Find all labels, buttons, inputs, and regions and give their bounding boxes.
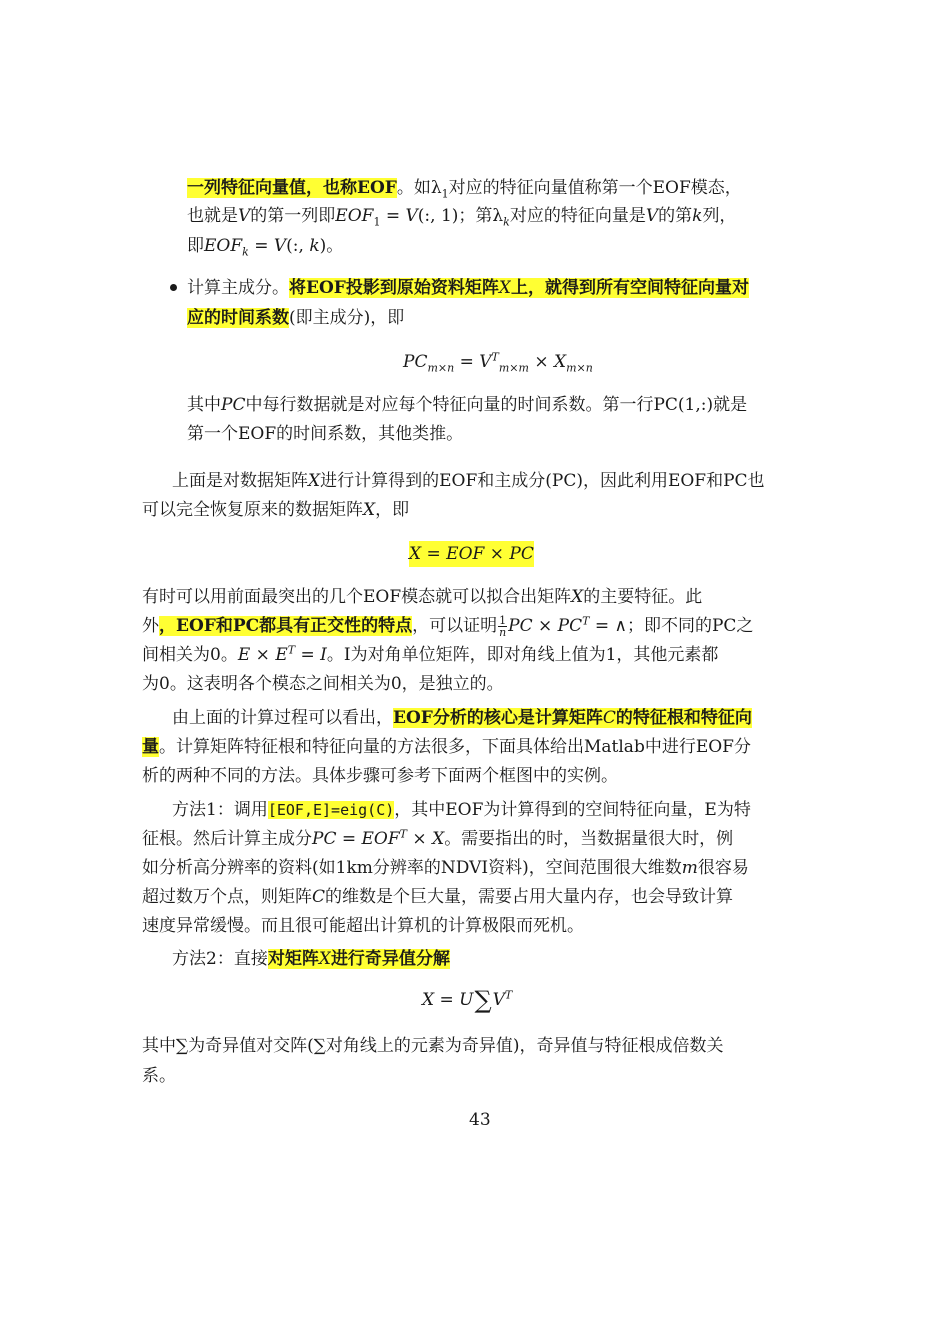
text-run: PC (557, 616, 583, 636)
highlighted-text: C (602, 708, 616, 728)
text-run: m×m (498, 361, 529, 375)
text-run: m×n (566, 361, 593, 375)
highlighted-text: EOF分析的核心是计算矩阵 (393, 708, 603, 728)
text-run: 1 (441, 187, 449, 201)
text-run: (即主成分)，即 (289, 308, 405, 328)
text-run: E (237, 645, 251, 665)
highlighted-text: 对矩阵 (267, 949, 319, 969)
text-run: 析的两种不同的方法。具体步骤可参考下面两个框图中的实例。 (142, 766, 618, 786)
text-run: X (363, 500, 376, 520)
text-run: T (504, 988, 513, 1002)
display-equation (422, 987, 512, 1013)
text-line (142, 585, 702, 609)
text-run: k (503, 215, 510, 229)
highlighted-text: [EOF,E]=eig(C) (267, 801, 395, 819)
text-line (187, 422, 463, 446)
text-run: EOF (446, 544, 485, 564)
text-run: = (421, 544, 447, 564)
text-line (142, 643, 718, 667)
bullet-icon (170, 284, 177, 291)
text-run: PC (509, 544, 534, 564)
text-run: )。 (319, 236, 344, 256)
text-line (142, 672, 504, 696)
text-line (172, 706, 752, 730)
text-run: 外 (142, 616, 159, 636)
text-run: 也就是 (187, 206, 238, 226)
text-run: 的主要特征。此 (583, 587, 703, 607)
text-run: V (405, 206, 418, 226)
text-run: 很容易 (697, 858, 749, 878)
page-number: 43 (469, 1110, 491, 1130)
text-line (142, 827, 733, 851)
text-run: 的维数是个巨大量，需要占用大量内存，也会导致计算 (325, 887, 734, 907)
text-run: V (273, 236, 287, 256)
text-run: V (492, 990, 505, 1010)
text-line (187, 204, 736, 228)
text-line (142, 1034, 724, 1058)
highlighted-text: X (318, 949, 331, 969)
text-line (187, 234, 343, 258)
text-run: 超过数万个点，则矩阵 (142, 887, 312, 907)
highlighted-text: 将EOF投影到原始资料矩阵 (289, 278, 499, 298)
text-run: PC (403, 352, 428, 372)
text-run: m×n (427, 361, 455, 375)
text-run: m (681, 858, 698, 878)
text-line (187, 306, 404, 330)
highlighted-text: 应的时间系数 (187, 308, 289, 328)
text-run: 有时可以用前面最突出的几个EOF模态就可以拟合出矩阵 (142, 587, 572, 607)
text-run: 。如λ (396, 178, 442, 198)
text-run: 即 (187, 236, 204, 256)
text-line (142, 614, 753, 638)
highlighted-text: 上，就得到所有空间特征向量对 (510, 278, 749, 298)
text-run: 其中 (187, 395, 221, 415)
text-run: × (484, 544, 510, 564)
text-run: 的第 (658, 206, 693, 226)
text-run: ∑ (474, 986, 492, 1014)
text-run: T (287, 643, 296, 657)
text-run: = (454, 352, 480, 372)
text-run: = (336, 829, 362, 849)
text-run: 由上面的计算过程可以看出， (172, 708, 393, 728)
text-run: × (528, 352, 555, 372)
text-run: V (238, 206, 251, 226)
text-run: X (432, 829, 445, 849)
text-run: × (532, 616, 558, 636)
text-line (172, 947, 450, 971)
text-run: EOF (361, 829, 400, 849)
text-run: 对应的特征向量是 (509, 206, 646, 226)
text-run: 中每行数据就是对应每个特征向量的时间系数。第一行PC(1,:)就是 (245, 395, 748, 415)
text-run: 对应的特征向量值称第一个EOF模态， (448, 178, 742, 198)
text-run: T (582, 614, 590, 628)
text-run: PC (508, 616, 533, 636)
text-line (187, 176, 742, 200)
text-line (142, 914, 584, 938)
text-run: X (409, 544, 422, 564)
text-run: 1 (373, 215, 381, 229)
text-run: ，即 (375, 500, 410, 520)
highlighted-text: 的特征根和特征向 (615, 708, 752, 728)
text-run: (:, (286, 236, 310, 256)
highlighted-text: ，EOF和PC都具有正交性的特点 (159, 616, 413, 636)
text-run: V (479, 352, 492, 372)
text-run: C (312, 887, 326, 907)
text-run: PC (221, 395, 246, 415)
text-run: k (242, 245, 249, 259)
text-run: 其中∑为奇异值对交阵(∑对角线上的元素为奇异值)，奇异值与特征根成倍数关 (142, 1036, 724, 1056)
highlighted-text: 量 (142, 737, 159, 757)
text-run: 系。 (142, 1066, 176, 1086)
text-run: 间相关为0。 (142, 645, 238, 665)
text-line (142, 498, 409, 522)
text-run: T (491, 350, 499, 364)
text-run: 列， (702, 206, 737, 226)
text-run: = (380, 206, 406, 226)
text-run: × (407, 829, 433, 849)
text-run: T (399, 827, 408, 841)
text-run: U (459, 990, 474, 1010)
text-line (172, 798, 751, 822)
text-run: 如分析高分辨率的资料(如1km分辨率的NDVI资料)，空间范围很大维数 (142, 858, 682, 878)
text-run: = ∧；即不同的PC之 (589, 616, 754, 636)
text-run: 的第一列即 (250, 206, 336, 226)
highlighted-text: 一列特征向量值，也称EOF (187, 178, 397, 198)
text-run: ，其中EOF为计算得到的空间特征向量，E为特 (394, 800, 751, 820)
text-run: 方法1：调用 (172, 800, 268, 820)
text-line (187, 393, 747, 417)
display-equation (403, 349, 593, 375)
text-run: X (571, 587, 584, 607)
text-line (142, 735, 751, 759)
text-run: 。计算矩阵特征根和特征向量的方法很多，下面具体给出Matlab中进行EOF分 (159, 737, 751, 757)
text-run: X (554, 352, 567, 372)
text-run: k (692, 206, 703, 226)
text-run: X (308, 471, 321, 491)
text-line (187, 276, 749, 300)
text-run: 进行计算得到的EOF和主成分(PC)，因此利用EOF和PC也 (320, 471, 765, 491)
text-line (142, 856, 749, 880)
text-run: EOF (204, 236, 243, 256)
display-equation (409, 541, 534, 567)
text-line (172, 469, 765, 493)
text-run: = (295, 645, 321, 665)
text-run: k (309, 236, 320, 256)
text-run: 征根。然后计算主成分 (142, 829, 312, 849)
text-run: PC (312, 829, 337, 849)
text-line (142, 1064, 176, 1088)
text-run: 第一个EOF的时间系数，其他类推。 (187, 424, 464, 444)
text-run: EOF (335, 206, 374, 226)
text-run: 速度异常缓慢。而且很可能超出计算机的计算极限而死机。 (142, 916, 584, 936)
text-run: (:, 1)；第λ (417, 206, 504, 226)
text-run: 为0。这表明各个模态之间相关为0，是独立的。 (142, 674, 504, 694)
text-run: = (434, 990, 460, 1010)
highlighted-text: X (498, 278, 511, 298)
text-line (142, 885, 733, 909)
text-line (142, 764, 618, 788)
text-run: 上面是对数据矩阵 (172, 471, 308, 491)
text-run: 方法2：直接 (172, 949, 268, 969)
fraction: $\frac{1}{n}$ (499, 614, 507, 639)
text-run: 。需要指出的时，当数据量很大时，例 (444, 829, 734, 849)
text-run: 可以完全恢复原来的数据矩阵 (142, 500, 363, 520)
text-run: ，可以证明 (412, 616, 498, 636)
text-run: X (422, 990, 435, 1010)
text-run: V (645, 206, 659, 226)
text-run: = (248, 236, 274, 256)
text-run: × (250, 645, 276, 665)
highlighted-text: 进行奇异值分解 (330, 949, 450, 969)
text-run: I (320, 645, 327, 665)
text-run: 计算主成分。 (187, 278, 289, 298)
text-run: E (275, 645, 288, 665)
text-run: 。I为对角单位矩阵，即对角线上值为1，其他元素都 (326, 645, 719, 665)
